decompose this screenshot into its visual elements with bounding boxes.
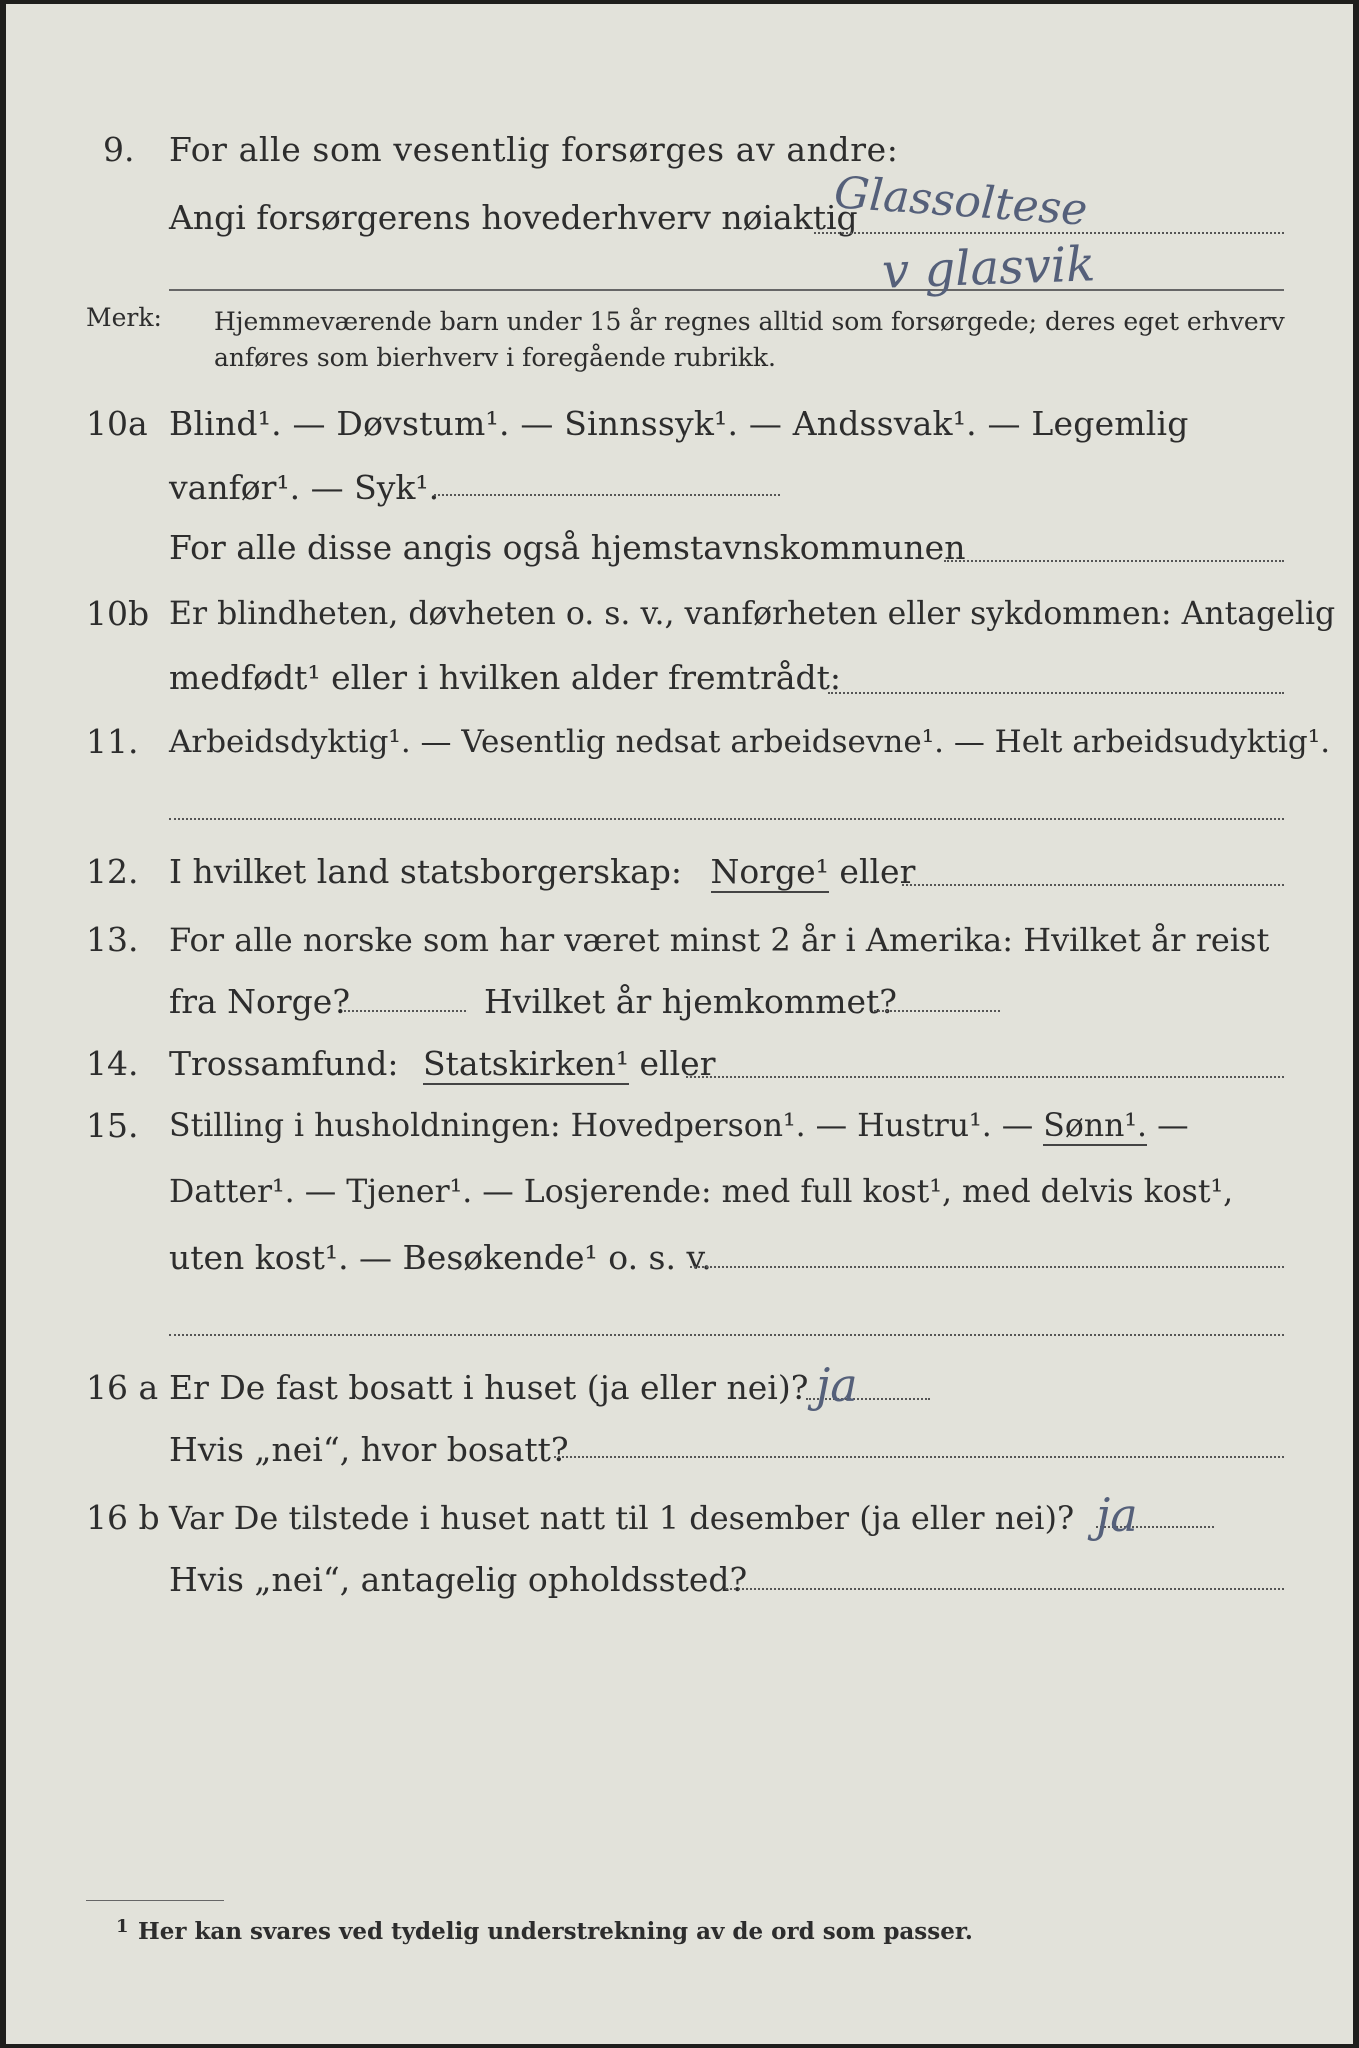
q16a-bosatt-line [554, 1456, 1284, 1458]
census-form-page [6, 4, 1353, 2044]
q13-hjemkommet-line [874, 1010, 1000, 1012]
q12-answer-line [902, 884, 1284, 886]
q10b-line2: medfødt¹ eller i hvilken alder fremtrådt: [169, 658, 842, 697]
q16b-line2: Hvis „nei“, antagelig opholdssted? [169, 1560, 748, 1599]
q15-line3: uten kost¹. — Besøkende¹ o. s. v. [169, 1238, 712, 1277]
q15-number: 15. [86, 1106, 139, 1145]
q10a-syk-line [434, 494, 780, 496]
q10a-line2: vanfør¹. — Syk¹. [169, 468, 440, 507]
q16a-handwritten-answer: ja [816, 1358, 858, 1412]
q12-line [169, 844, 915, 900]
q12-norge-underlined: Norge¹ [710, 852, 829, 891]
q14-answer-line [686, 1076, 1284, 1078]
q15-answer-line1 [690, 1266, 1284, 1268]
footnote-text: Her kan svares ved tydelig understrekning av de ord som passer. [138, 1918, 973, 1945]
merk-line1: Hjemmeværende barn under 15 år regnes alltid som forsørgede; deres eget erhverv [214, 307, 1285, 336]
q9-handwritten-answer2: v glasvik [881, 236, 1097, 300]
q10a-line1: Blind¹. — Døvstum¹. — Sinnssyk¹. — Andssvak¹. — Legemlig [169, 404, 1189, 443]
q13-number: 13. [86, 920, 139, 959]
q10a-kommune-line [944, 560, 1284, 562]
q15-line1-text: Stilling i husholdningen: Hovedperson¹. — Hustru¹. — [169, 1108, 1034, 1144]
q16a-number: 16 a [86, 1368, 159, 1407]
q12-prefix: I hvilket land statsborgerskap: [169, 852, 683, 891]
q10b-alder-line [828, 692, 1284, 694]
merk-line2: anføres som bierhverv i foregående rubrikk. [214, 343, 776, 372]
q16b-line1: Var De tilstede i huset natt til 1 desember (ja eller nei)? [169, 1499, 1075, 1537]
q14-suffix: eller [639, 1044, 716, 1083]
q10b-number: 10b [86, 594, 150, 633]
q16a-line1: Er De fast bosatt i huset (ja eller nei)? [169, 1368, 809, 1407]
q9-answer-line2 [169, 289, 1284, 291]
q15-line1 [169, 1098, 1189, 1154]
footnote-separator [86, 1900, 224, 1901]
q12-number: 12. [86, 852, 139, 891]
footnote-mark: 1 [116, 1916, 129, 1937]
q11-number: 11. [86, 722, 139, 761]
q16b-opholdssted-line [726, 1588, 1284, 1590]
q9-line2: Angi forsørgerens hovederhverv nøiaktig [169, 198, 858, 237]
q16b-number: 16 b [86, 1498, 160, 1537]
q15-answer-line2 [169, 1334, 1284, 1336]
q13-reist-line [344, 1010, 466, 1012]
q10a-line3: For alle disse angis også hjemstavnskommunen [169, 528, 966, 567]
q9-number: 9. [103, 130, 135, 169]
q14-number: 14. [86, 1044, 139, 1083]
q9-line1: For alle som vesentlig forsørges av andre: [169, 130, 899, 169]
q15-line2: Datter¹. — Tjener¹. — Losjerende: med full kost¹, med delvis kost¹, [169, 1174, 1234, 1210]
q15-line1-dash: — [1157, 1108, 1189, 1144]
q10b-line1: Er blindheten, døvheten o. s. v., vanførheten eller sykdommen: Antagelig [169, 596, 1336, 632]
merk-label: Merk: [86, 303, 162, 332]
q14-statskirken-underlined: Statskirken¹ [422, 1044, 630, 1083]
q16a-line2: Hvis „nei“, hvor bosatt? [169, 1430, 569, 1469]
q15-sonn-underlined: Sønn¹. [1043, 1108, 1148, 1144]
q13-line2a: fra Norge? [169, 982, 351, 1021]
q10a-number: 10a [86, 404, 148, 443]
q12-suffix: eller [839, 852, 916, 891]
q13-line2b: Hvilket år hjemkommet? [484, 982, 897, 1021]
q11-answer-line [169, 818, 1284, 820]
q11-line1: Arbeidsdyktig¹. — Vesentlig nedsat arbeidsevne¹. — Helt arbeidsudyktig¹. [169, 724, 1331, 760]
q16b-handwritten-answer: ja [1096, 1488, 1138, 1542]
q13-line1: For alle norske som har været minst 2 år i Amerika: Hvilket år reist [169, 921, 1270, 959]
q9-handwritten-answer1: Glassoltese [832, 167, 1089, 236]
q14-line [169, 1036, 715, 1092]
q14-prefix: Trossamfund: [169, 1044, 399, 1083]
